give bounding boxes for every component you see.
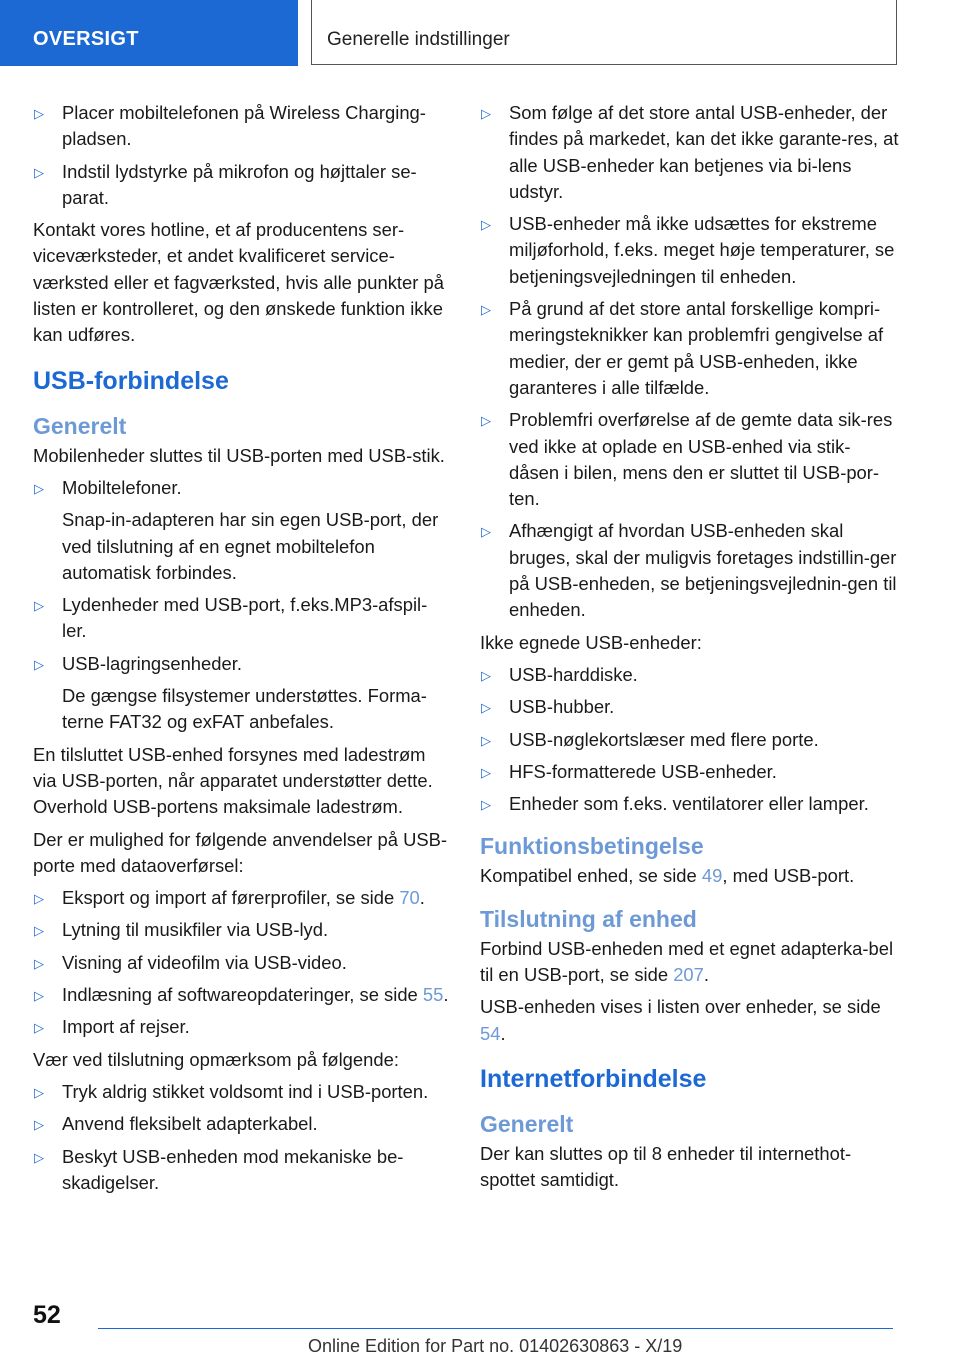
triangle-bullet-icon: ▷ (481, 524, 491, 540)
bullet-list (480, 100, 900, 624)
triangle-bullet-icon: ▷ (481, 413, 491, 429)
triangle-bullet-icon: ▷ (34, 598, 44, 614)
triangle-bullet-icon: ▷ (481, 106, 491, 121)
list-item: ▷ USB-lagringsenheder. De gængse filsystemer understøttes. Forma-terne FAT32 og exFAT anbefales. (34, 652, 427, 733)
chapter-title: Generelle indstillinger (327, 29, 510, 50)
list-item: ▷ Eksport og import af førerprofiler, se side 70. (33, 885, 450, 911)
list-item: ▷ På grund af det store antal forskellige kompri-meringsteknikker kan problemfri gengivelse af medier, der er gemt på USB-enheden, ikke garanteres i alle tilfælde. (481, 298, 884, 398)
section-label: OVERSIGT (33, 28, 139, 50)
list-item: ▷ Enheder som f.eks. ventilatorer eller lamper. (480, 791, 900, 817)
triangle-bullet-icon: ▷ (34, 656, 44, 672)
list-item: ▷ Lydenheder med USB-port, f.eks.MP3-afspil-ler. (34, 594, 428, 642)
page-link[interactable]: 49 (701, 865, 723, 887)
triangle-bullet-icon: ▷ (34, 923, 44, 939)
chapter-title-box (311, 0, 897, 65)
right-column (480, 100, 900, 1200)
page-link[interactable]: 207 (673, 964, 704, 986)
triangle-bullet-icon: ▷ (34, 1117, 44, 1133)
triangle-bullet-icon: ▷ (34, 1020, 44, 1036)
paragraph: Kompatibel enhed, se side 49, med USB-port. (480, 865, 855, 887)
list-item: ▷ Afhængigt af hvordan USB-enheden skal bruges, skal der muligvis foretages indstillin-ger på USB-enheden, se betjeningsvejlednin-gen til enheden. (481, 520, 897, 621)
page-link[interactable]: 54 (480, 1022, 501, 1044)
triangle-bullet-icon: ▷ (481, 797, 491, 813)
bullet-list (33, 100, 450, 211)
subsection-heading: Tilslutning af enhed (480, 905, 697, 932)
list-item: ▷ HFS-formatterede USB-enheder. (480, 759, 900, 785)
triangle-bullet-icon: ▷ (34, 1149, 44, 1165)
list-item: ▷ Indlæsning af softwareopdateringer, se side 55. (33, 982, 450, 1008)
triangle-bullet-icon: ▷ (481, 217, 491, 233)
triangle-bullet-icon: ▷ (34, 480, 44, 496)
paragraph: Ikke egnede USB-enheder: (480, 631, 702, 653)
list-item: ▷ Lytning til musikfiler via USB-lyd. (33, 917, 450, 943)
list-item: ▷ Placer mobiltelefonen på Wireless Charging-pladsen. (34, 102, 426, 150)
list-item: ▷ Beskyt USB-enheden mod mekaniske be-skadigelser. (34, 1145, 404, 1193)
triangle-bullet-icon: ▷ (34, 106, 44, 121)
page-number: 52 (33, 1301, 61, 1329)
paragraph: Der kan sluttes op til 8 enheder til internethot-spottet samtidigt. (480, 1142, 852, 1191)
triangle-bullet-icon: ▷ (34, 891, 44, 907)
page-link[interactable]: 55 (422, 984, 444, 1006)
subsection-heading: Generelt (33, 412, 127, 439)
bullet-list (33, 885, 450, 1040)
subsection-heading: Generelt (480, 1110, 574, 1137)
triangle-bullet-icon: ▷ (34, 955, 44, 971)
paragraph: Der er mulighed for følgende anvendelser på USB-porte med dataoverførsel: (33, 828, 448, 876)
list-item: ▷ Import af rejser. (33, 1014, 450, 1040)
footer-edition: Online Edition for Part no. 01402630863 - X/19 (308, 1336, 683, 1356)
page-link[interactable]: 70 (399, 887, 420, 909)
triangle-bullet-icon: ▷ (481, 764, 491, 780)
triangle-bullet-icon: ▷ (481, 302, 491, 318)
triangle-bullet-icon: ▷ (481, 732, 491, 748)
page-header (0, 0, 960, 66)
list-item: ▷ USB-harddiske. (480, 662, 900, 688)
list-item: ▷ Anvend fleksibelt adapterkabel. (33, 1111, 450, 1137)
list-item: ▷ USB-nøglekortslæser med flere porte. (480, 727, 900, 753)
triangle-bullet-icon: ▷ (34, 988, 44, 1004)
subsection-heading: Funktionsbetingelse (480, 833, 704, 860)
list-item: ▷ Tryk aldrig stikket voldsomt ind i USB-porten. (33, 1079, 450, 1105)
bullet-list (480, 662, 900, 817)
triangle-bullet-icon: ▷ (34, 1084, 44, 1100)
list-item: ▷ Indstil lydstyrke på mikrofon og højttaler se-parat. (34, 160, 417, 208)
paragraph: En tilsluttet USB-enhed forsynes med ladestrøm via USB-porten, når apparatet understøtter dette. Overhold USB-portens maksimale ladestrøm. (33, 743, 433, 818)
paragraph: Vær ved tilslutning opmærksom på følgende: (33, 1048, 399, 1070)
list-item: ▷ Som følge af det store antal USB-enheder, der findes på markedet, kan det ikke garante-res, at alle USB-enheder kan betjenes via bi-lens udstyr. (481, 102, 899, 202)
list-item: ▷ Problemfri overførelse af de gemte data sik-res ved ikke at oplade en USB-enhed via stik-dåsen i bilen, mens den er sluttet til USB-por-ten. (481, 409, 893, 510)
left-column (33, 100, 450, 1202)
paragraph: Mobilenheder sluttes til USB-porten med USB-stik. (33, 444, 445, 466)
list-item: ▷ USB-hubber. (480, 694, 900, 720)
triangle-bullet-icon: ▷ (34, 164, 44, 180)
paragraph: Forbind USB-enheden med et egnet adapterka-bel til en USB-port, se side 207. (480, 937, 894, 986)
triangle-bullet-icon: ▷ (481, 667, 491, 683)
list-item: ▷ USB-enheder må ikke udsættes for ekstreme miljøforhold, f.eks. meget høje temperaturer, se betjeningsvejledningen til enheden. (481, 213, 895, 287)
bullet-list (33, 475, 450, 736)
list-item: ▷ Mobiltelefoner. Snap-in-adapteren har sin egen USB-port, der ved tilslutning af en egnet mobiltelefon automatisk forbindes. (34, 476, 439, 583)
bullet-list (33, 1079, 450, 1196)
paragraph: USB-enheden vises i listen over enheder, se side 54. (480, 996, 881, 1044)
list-item: ▷ Visning af videofilm via USB-video. (33, 950, 450, 976)
section-heading: USB-forbindelse (33, 366, 229, 395)
section-tab[interactable] (0, 0, 298, 66)
footer-divider (98, 1328, 893, 1329)
section-heading: Internetforbindelse (480, 1064, 707, 1093)
triangle-bullet-icon: ▷ (481, 700, 491, 716)
paragraph: Kontakt vores hotline, et af producentens ser-viceværksteder, et andet kvalificeret service-værksted eller et fagværksted, hvis alle punkter på listen er kontrolleret, og den ønskede funktion ikke kan udføres. (33, 219, 444, 346)
